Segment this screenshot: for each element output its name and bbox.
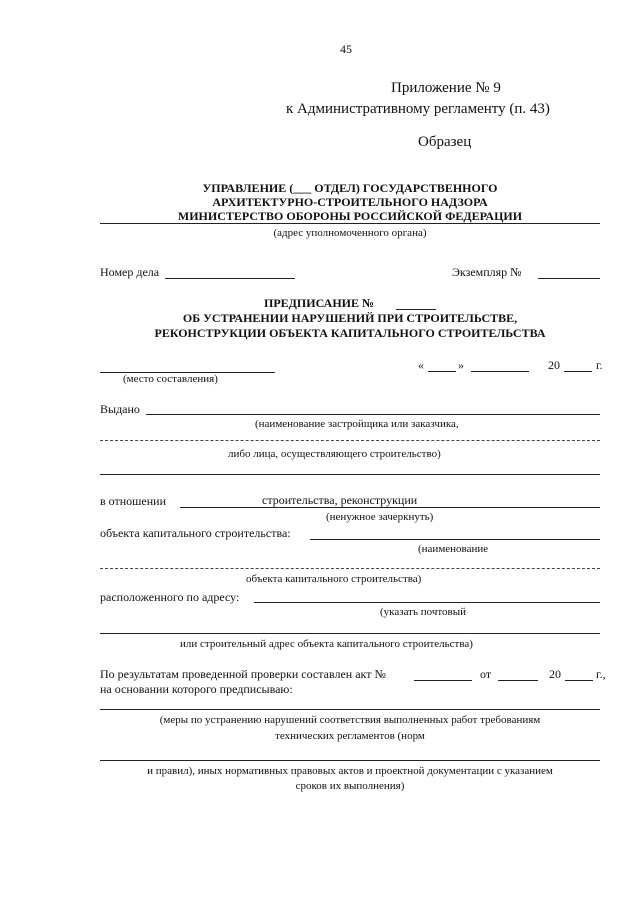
inspection-year-suffix: г., <box>596 667 606 681</box>
order-title-line-3: РЕКОНСТРУКЦИИ ОБЪЕКТА КАПИТАЛЬНОГО СТРОИТЕЛЬСТВА <box>154 326 546 340</box>
inspection-year-prefix: 20 <box>549 667 561 681</box>
issued-to-field-2[interactable] <box>100 440 600 441</box>
case-number-field[interactable] <box>165 278 295 279</box>
copy-number-field[interactable] <box>538 278 600 279</box>
address-caption: (адрес уполномоченного органа) <box>273 227 427 239</box>
case-number-label: Номер дела <box>100 265 160 279</box>
regarding-label: в отношении <box>100 494 167 508</box>
location-caption-1: (указать почтовый <box>380 606 467 618</box>
issued-to-field[interactable] <box>146 414 600 415</box>
appendix-reference: к Административному регламенту (п. 43) <box>286 101 550 117</box>
act-date-field[interactable] <box>498 680 538 681</box>
order-title: ПРЕДПИСАНИЕ № <box>264 296 375 310</box>
object-label: объекта капитального строительства: <box>100 526 291 540</box>
location-label: расположенного по адресу: <box>100 590 240 604</box>
measures-caption-1: (меры по устранению нарушений соответствия выполненных работ требованиям <box>159 714 541 726</box>
date-year-field[interactable] <box>564 371 592 372</box>
measures-field-2[interactable] <box>100 760 600 761</box>
measures-field[interactable] <box>100 709 600 710</box>
date-month-field[interactable] <box>471 371 529 372</box>
authority-line-3: МИНИСТЕРСТВО ОБОРОНЫ РОССИЙСКОЙ ФЕДЕРАЦИИ <box>177 209 523 223</box>
inspection-from: от <box>480 667 492 681</box>
object-caption-2: объекта капитального строительства) <box>246 573 422 585</box>
location-field-2[interactable] <box>100 633 600 634</box>
act-number-field[interactable] <box>414 680 472 681</box>
authority-underline <box>100 223 600 224</box>
authority-line-2: АРХИТЕКТУРНО-СТРОИТЕЛЬНОГО НАДЗОРА <box>212 195 488 209</box>
issued-to-field-3[interactable] <box>100 474 600 475</box>
appendix-number: Приложение № 9 <box>391 80 501 96</box>
sample-label: Образец <box>418 134 472 150</box>
order-number-field[interactable] <box>396 309 436 310</box>
issued-caption-2: либо лица, осуществляющего строительство) <box>228 448 441 460</box>
object-field[interactable] <box>310 539 600 540</box>
inspection-line-2: на основании которого предписываю: <box>100 682 293 696</box>
date-close-quote: » <box>458 358 464 372</box>
issued-caption-1: (наименование застройщика или заказчика, <box>255 418 459 430</box>
page-number: 45 <box>340 42 352 56</box>
act-year-field[interactable] <box>565 680 593 681</box>
date-day-field[interactable] <box>428 371 456 372</box>
regarding-caption: (ненужное зачеркнуть) <box>326 511 434 523</box>
inspection-text: По результатам проведенной проверки составлен акт № <box>100 667 386 681</box>
place-caption: (место составления) <box>123 373 218 385</box>
authority-line-1: УПРАВЛЕНИЕ (___ ОТДЕЛ) ГОСУДАРСТВЕННОГО <box>202 181 498 195</box>
location-caption-2: или строительный адрес объекта капитального строительства) <box>180 638 473 650</box>
location-field[interactable] <box>254 602 600 603</box>
measures-caption-4: сроков их выполнения) <box>295 780 405 792</box>
measures-caption-2: технических регламентов (норм <box>275 730 425 742</box>
object-field-2[interactable] <box>100 568 600 569</box>
regarding-value: строительства, реконструкции <box>262 493 418 507</box>
order-title-line-2: ОБ УСТРАНЕНИИ НАРУШЕНИЙ ПРИ СТРОИТЕЛЬСТВЕ, <box>182 311 518 325</box>
date-year-suffix: г. <box>596 358 603 372</box>
copy-label: Экземпляр № <box>452 265 522 279</box>
date-year-prefix: 20 <box>548 358 560 372</box>
date-open-quote: « <box>418 358 424 372</box>
measures-caption-3: и правил), иных нормативных правовых актов и проектной документации с указанием <box>147 765 553 777</box>
issued-label: Выдано <box>100 402 140 416</box>
object-caption-1: (наименование <box>418 543 489 555</box>
